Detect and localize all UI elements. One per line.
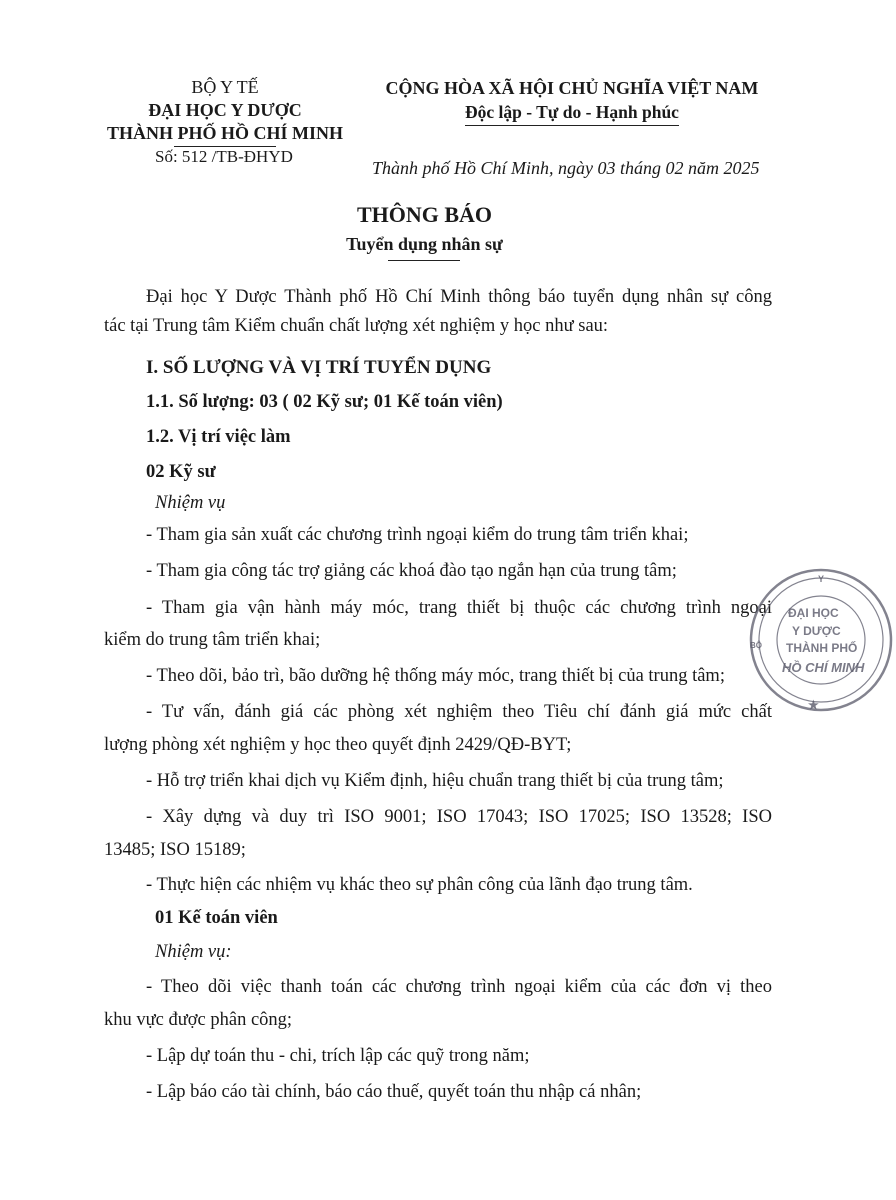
engineer-duties-label: Nhiệm vụ (155, 493, 226, 513)
engineer-duty-7-line2: 13485; ISO 15189; (104, 840, 246, 860)
national-motto: Độc lập - Tự do - Hạnh phúc (465, 100, 679, 126)
date-place-line: Thành phố Hồ Chí Minh, ngày 03 tháng 02 năm 2025 (372, 158, 760, 178)
engineer-duty-7-line1: - Xây dựng và duy trì ISO 9001; ISO 17043; ISO 17025; ISO 13528; ISO (146, 807, 772, 827)
seal-top-text: Y (818, 574, 825, 584)
section-1-heading: I. SỐ LƯỢNG VÀ VỊ TRÍ TUYỂN DỤNG (146, 357, 492, 378)
engineer-duty-4: - Theo dõi, bảo trì, bão dưỡng hệ thống máy móc, trang thiết bị của trung tâm; (146, 666, 725, 686)
accountant-duty-2: - Lập dự toán thu - chi, trích lập các quỹ trong năm; (146, 1046, 530, 1066)
engineer-duty-6: - Hỗ trợ triển khai dịch vụ Kiểm định, hiệu chuẩn trang thiết bị của trung tâm; (146, 771, 724, 791)
engineer-duty-5-line2: lượng phòng xét nghiệm y học theo quyết định 2429/QĐ-BYT; (104, 735, 572, 755)
accountant-duty-3: - Lập báo cáo tài chính, báo cáo thuế, quyết toán thu nhập cá nhân; (146, 1082, 642, 1102)
accountant-duty-1-line1: - Theo dõi việc thanh toán các chương trình ngoại kiểm của các đơn vị theo (146, 977, 772, 997)
section-1-1: 1.1. Số lượng: 03 ( 02 Kỹ sư; 01 Kế toán viên) (146, 392, 503, 412)
document-subtitle (0, 234, 849, 255)
official-seal (736, 568, 896, 718)
accountant-duty-1-line2: khu vực được phân công; (104, 1010, 293, 1030)
intro-line-1: Đại học Y Dược Thành phố Hồ Chí Minh thông báo tuyển dụng nhân sự công (146, 287, 772, 307)
ministry-name: BỘ Y TẾ (191, 77, 259, 97)
issuer-block (90, 76, 360, 145)
subtitle-underline (388, 260, 460, 261)
seal-side-text: BỘ (750, 641, 762, 650)
accountant-heading: 01 Kế toán viên (155, 908, 278, 928)
intro-line-2: tác tại Trung tâm Kiểm chuẩn chất lượng xét nghiệm y học như sau: (104, 316, 609, 336)
document-number: Số: 512 /TB-ĐHYD (155, 147, 293, 166)
document-title: THÔNG BÁO (356, 202, 493, 227)
university-name-line1: ĐẠI HỌC Y DƯỢC (148, 100, 302, 120)
section-1-2: 1.2. Vị trí việc làm (146, 427, 291, 447)
engineer-heading: 02 Kỹ sư (146, 462, 216, 482)
engineer-duty-3-line1: - Tham gia vận hành máy móc, trang thiết bị thuộc các chương trình ngoại (146, 598, 772, 618)
seal-star-icon: ★ (808, 698, 819, 712)
seal-line-3: THÀNH PHỐ (786, 641, 858, 655)
seal-line-2: Y DƯỢC (792, 624, 841, 638)
university-name-line2: THÀNH PHỐ HỒ CHÍ MINH (106, 123, 343, 143)
engineer-duty-5-line1: - Tư vấn, đánh giá các phòng xét nghiệm theo Tiêu chí đánh giá mức chất (146, 702, 772, 722)
republic-name: CỘNG HÒA XÃ HỘI CHỦ NGHĨA VIỆT NAM (385, 78, 759, 98)
engineer-duty-3-line2: kiểm do trung tâm triển khai; (104, 630, 321, 650)
seal-line-4: HỒ CHÍ MINH (782, 660, 865, 675)
seal-line-1: ĐẠI HỌC (788, 606, 839, 620)
engineer-duty-1: - Tham gia sản xuất các chương trình ngoại kiểm do trung tâm triển khai; (146, 525, 689, 545)
subtitle-text: Tuyển dụng nhân sự (346, 234, 503, 254)
engineer-duty-8: - Thực hiện các nhiệm vụ khác theo sự phân công của lãnh đạo trung tâm. (146, 875, 693, 895)
national-header (372, 76, 772, 126)
accountant-duties-label: Nhiệm vụ: (155, 942, 232, 962)
engineer-duty-2: - Tham gia công tác trợ giảng các khoá đào tạo ngắn hạn của trung tâm; (146, 561, 677, 581)
